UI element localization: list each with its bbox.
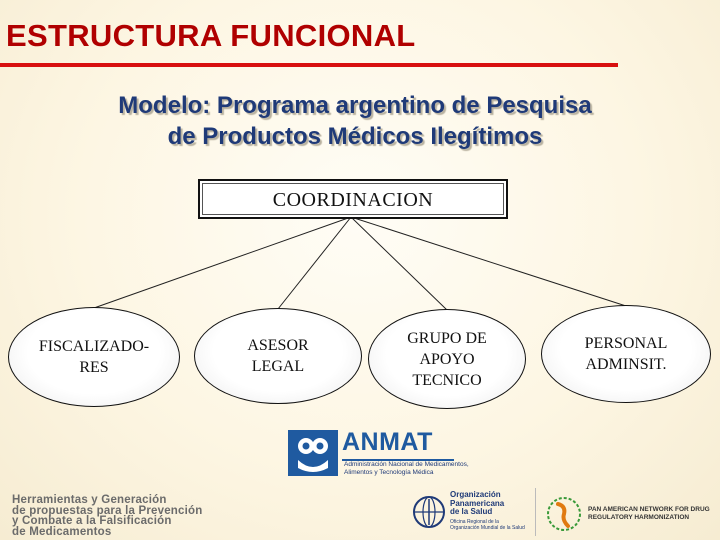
coordinacion-box: COORDINACION [198, 179, 508, 219]
subtitle-line-2: de Productos Médicos Ilegítimos [167, 123, 543, 150]
panet-name: PAN AMERICAN NETWORK FOR DRUG REGULATORY HARMONIZATION [588, 506, 710, 521]
connector-line-personal [351, 217, 626, 306]
logo-divider [535, 488, 536, 536]
pan-american-network-logo [544, 494, 720, 534]
personal-administrativo-node: PERSONAL ADMINSIT. [541, 305, 711, 403]
paho-subtitle: Oficina Regional de la Organización Mundial de la Salud [450, 519, 525, 531]
anmat-emblem-icon [288, 430, 338, 476]
fiscalizadores-node: FISCALIZADO- RES [8, 307, 180, 407]
connector-line-fiscalizadores [94, 217, 351, 308]
connector-line-asesor-legal [278, 217, 351, 309]
paho-name: Organización Panamericana de la Salud [450, 490, 505, 516]
paho-globe-icon [412, 495, 446, 529]
connector-line-grupo-apoyo [351, 217, 447, 310]
subtitle-line-1: Modelo: Programa argentino de Pesquisa [118, 92, 592, 119]
grupo-apoyo-tecnico-node: GRUPO DE APOYO TECNICO [368, 309, 526, 409]
anmat-subtitle: Administración Nacional de Medicamentos, Alimentos y Tecnología Médica [344, 461, 469, 476]
asesor-legal-node: ASESOR LEGAL [194, 308, 362, 404]
slide-title: ESTRUCTURA FUNCIONAL [6, 18, 416, 53]
anmat-name: ANMAT [342, 428, 433, 456]
panet-emblem-icon [544, 494, 584, 534]
footer-program-logo: Herramientas y Generación de propuestas para la Prevención y Combate a la Falsificación de Medicamentos [12, 494, 203, 538]
anmat-logo [288, 428, 469, 480]
paho-logo [412, 491, 532, 536]
